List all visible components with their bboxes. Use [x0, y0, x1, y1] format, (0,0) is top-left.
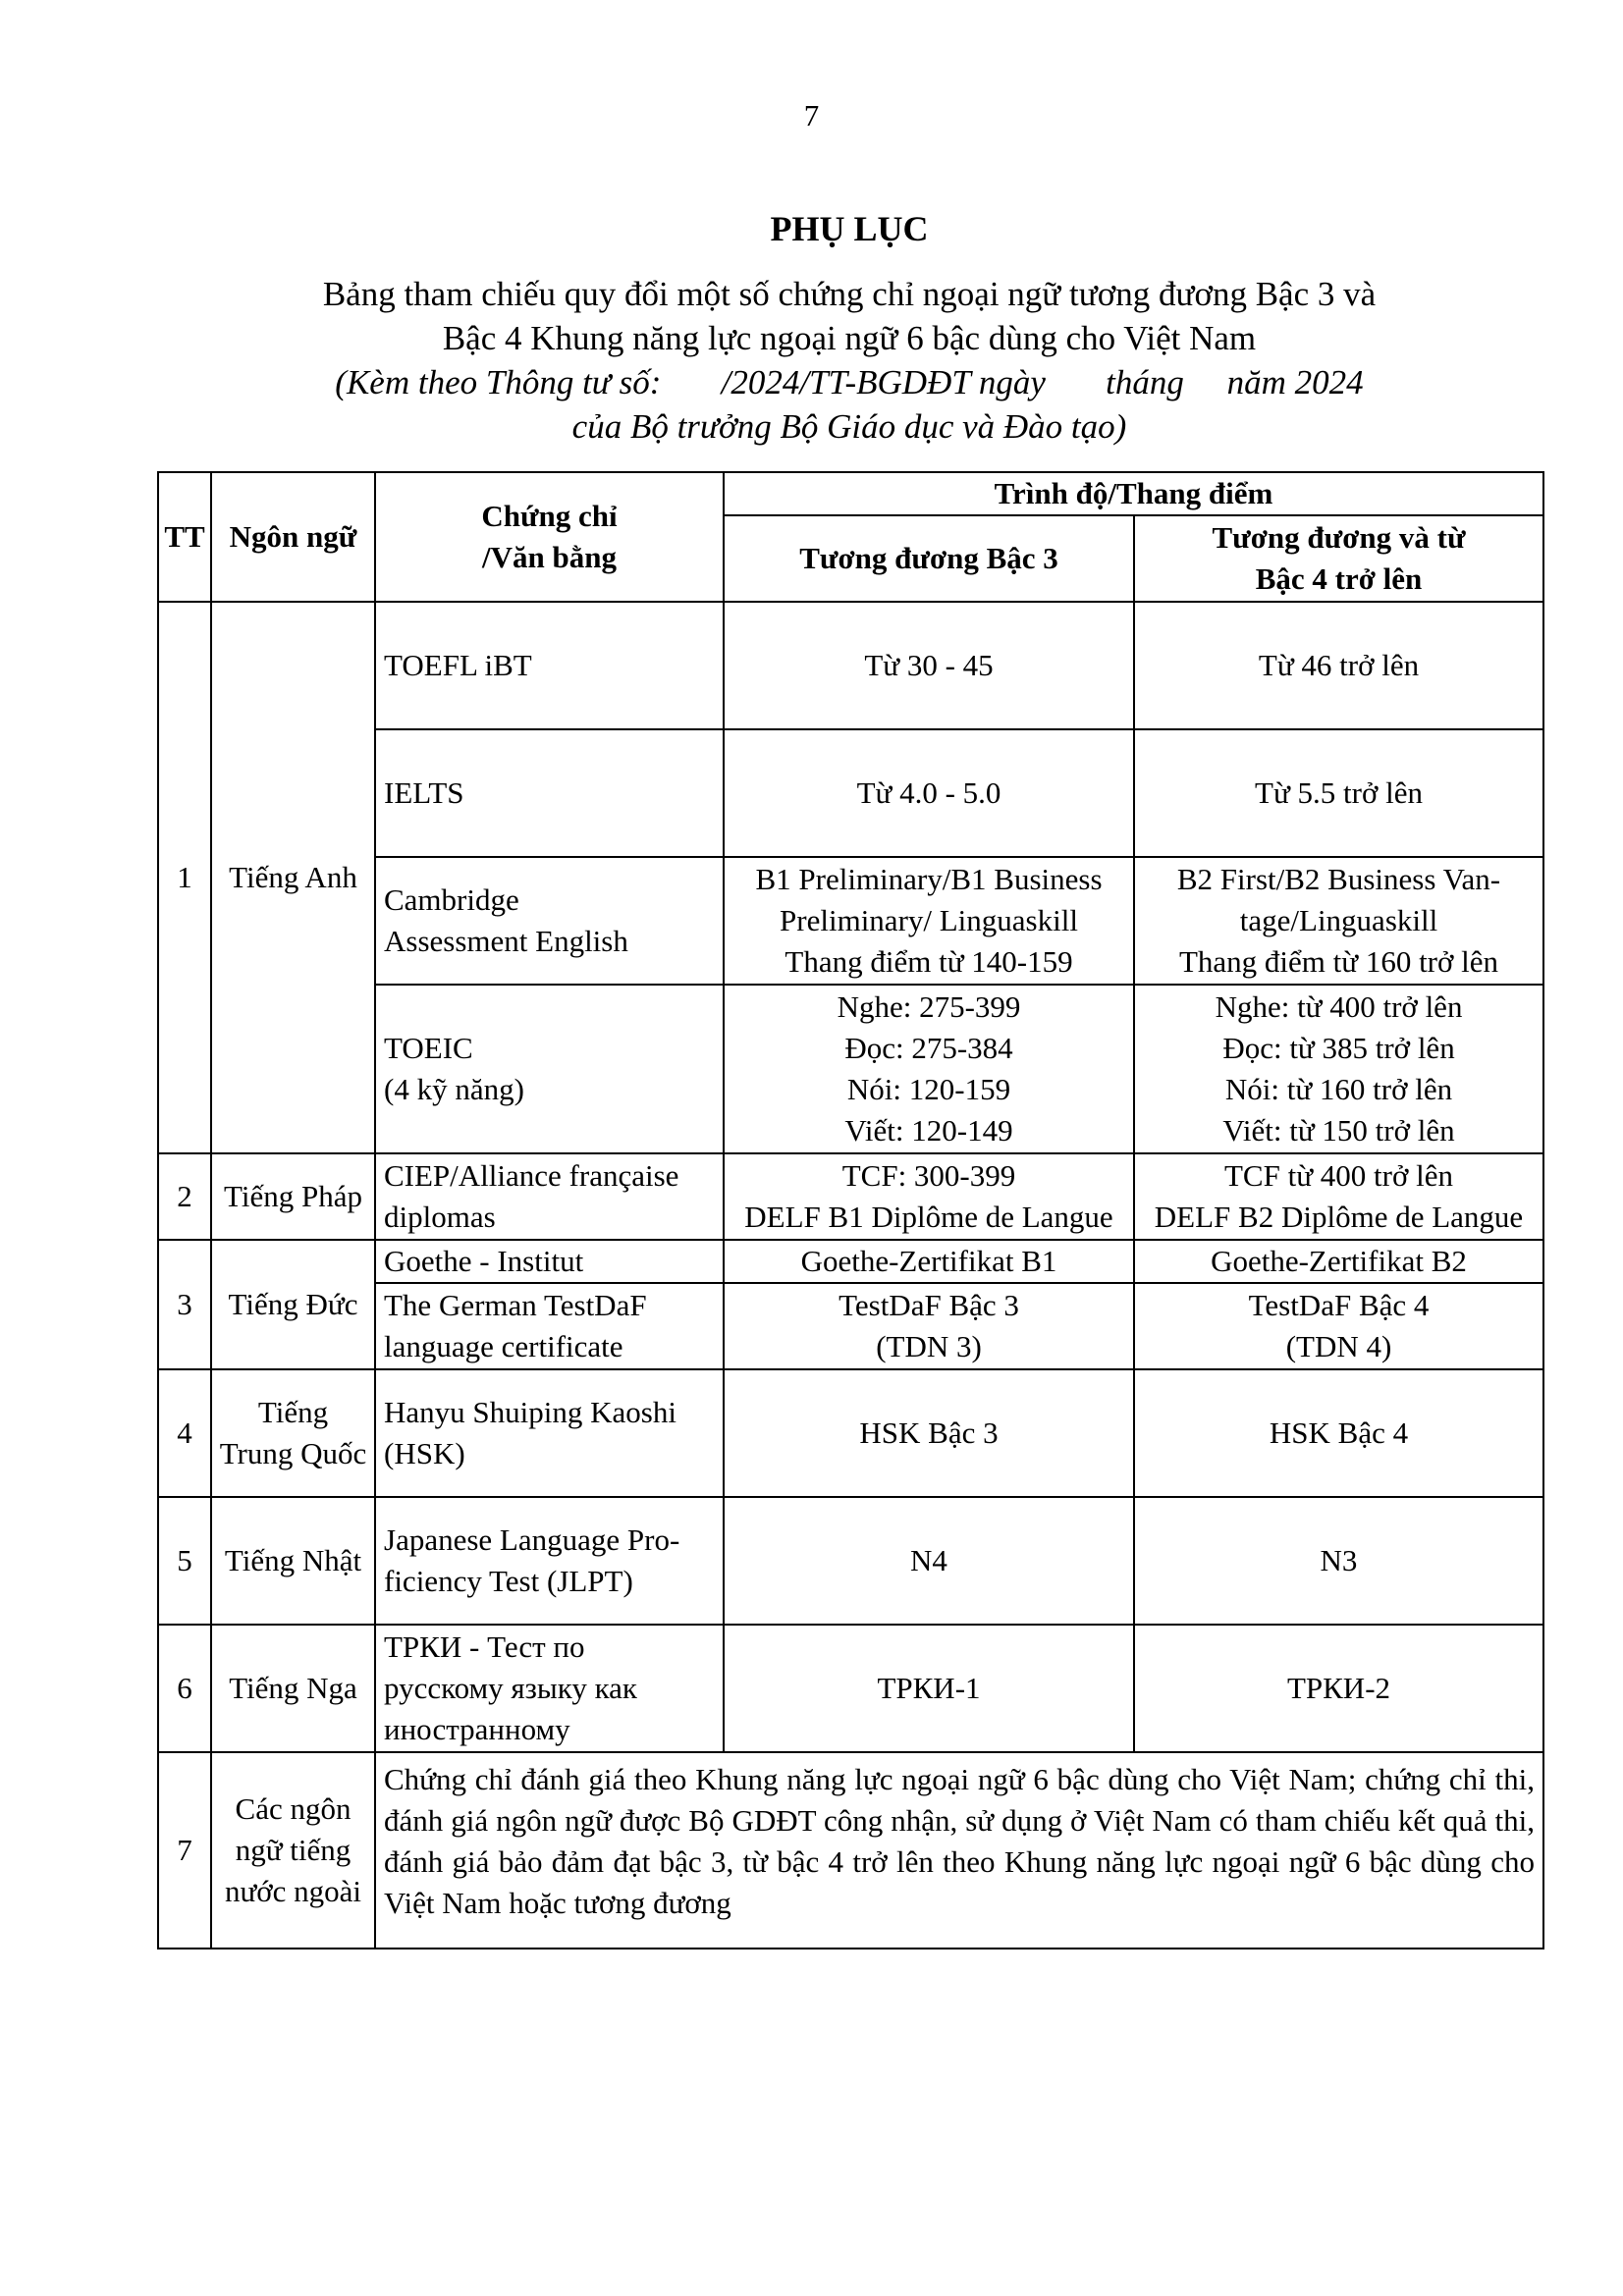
page-number: 7: [803, 98, 820, 133]
row-language: [211, 1153, 375, 1240]
level4-line: DELF B2 Diplôme de Langue: [1154, 1200, 1524, 1234]
header-level4-line: Bậc 4 trở lên: [1255, 561, 1423, 596]
row-language: [211, 1625, 375, 1752]
row-language: [211, 1369, 375, 1497]
certificate-name-line: (4 kỹ năng): [384, 1072, 524, 1106]
header-certificate-line: Chứng chỉ: [481, 499, 618, 533]
certificate-name-line: иностранному: [384, 1712, 570, 1746]
certificate-name-line: Cambridge: [384, 882, 519, 917]
level4-line: Nghe: từ 400 trở lên: [1215, 989, 1463, 1024]
level3-line: Viết: 120-149: [844, 1113, 1013, 1148]
row-tt: 1: [158, 602, 211, 1153]
header-level-group: Trình độ/Thang điểm: [724, 472, 1543, 515]
certificate-name-line: Japanese Language Pro-: [384, 1522, 680, 1557]
level4-line: Thang điểm từ 160 trở lên: [1178, 944, 1499, 979]
language-line: nước ngoài: [224, 1874, 362, 1908]
level3-line: Preliminary/ Linguaskill: [780, 903, 1078, 937]
certificate-name-line: The German TestDaF: [384, 1288, 647, 1322]
level3-line: B1 Preliminary/B1 Business: [755, 862, 1103, 896]
level3-line: TCF: 300-399: [841, 1158, 1016, 1193]
certificate-name-line: TOEIC: [384, 1031, 473, 1065]
header-level4-line: Tương đương và từ: [1212, 520, 1466, 555]
certificate-name-line: language certificate: [384, 1329, 623, 1363]
language-line: Tiếng Đức: [228, 1287, 358, 1321]
header-language: Ngôn ngữ: [211, 472, 375, 602]
table-row: [158, 1752, 1543, 1949]
level4-line: Nói: từ 160 trở lên: [1224, 1072, 1453, 1106]
level4-cell: Từ 46 trở lên: [1134, 602, 1543, 729]
level3-cell: [724, 1153, 1134, 1240]
header-certificate: [375, 472, 724, 602]
subtitle-line-2: Bậc 4 Khung năng lực ngoại ngữ 6 bậc dùng cho Việt Nam: [442, 319, 1257, 357]
level3-line: DELF B1 Diplôme de Langue: [744, 1200, 1113, 1234]
certificate-name-line: diplomas: [384, 1200, 496, 1234]
level4-line: TestDaF Bậc 4: [1248, 1288, 1430, 1322]
certificate-name-line: Assessment English: [384, 924, 628, 958]
certificate-name: [375, 1625, 724, 1752]
certificate-name: [375, 1369, 724, 1497]
certificate-name: [375, 857, 724, 985]
level4-cell: [1134, 985, 1543, 1153]
certificate-name-line: русскому языку как: [384, 1671, 637, 1705]
level3-cell: [724, 857, 1134, 985]
certificate-name: [375, 1283, 724, 1369]
certificate-name-line: ТРКИ - Тест по: [384, 1629, 585, 1664]
row-language: [211, 1497, 375, 1625]
reference-table: [157, 471, 1544, 1949]
level3-line: (TDN 3): [876, 1329, 982, 1363]
language-line: Tiếng Pháp: [224, 1179, 362, 1213]
table-row: [158, 1240, 1543, 1283]
level4-line: (TDN 4): [1285, 1329, 1392, 1363]
level3-line: Nói: 120-159: [846, 1072, 1011, 1106]
language-line: Tiếng: [257, 1395, 329, 1429]
level3-cell: [724, 1283, 1134, 1369]
level3-line: TestDaF Bậc 3: [839, 1288, 1019, 1322]
table-row: [158, 1153, 1543, 1240]
row-language: [211, 602, 375, 1153]
header-certificate-line: /Văn bằng: [482, 540, 617, 574]
row-tt: 2: [158, 1153, 211, 1240]
table-row: [158, 1497, 1543, 1625]
level4-line: TCF từ 400 trở lên: [1224, 1158, 1453, 1193]
row-language: [211, 1240, 375, 1369]
level4-line: Đọc: từ 385 trở lên: [1222, 1031, 1455, 1065]
level4-cell: N3: [1134, 1497, 1543, 1625]
level4-line: Viết: từ 150 trở lên: [1222, 1113, 1455, 1148]
row-tt: 5: [158, 1497, 211, 1625]
language-line: Tiếng Nhật: [224, 1543, 362, 1577]
language-line: Các ngôn: [235, 1791, 352, 1826]
merged-description: Chứng chỉ đánh giá theo Khung năng lực ngoại ngữ 6 bậc dùng cho Việt Nam; chứng chỉ thi, đánh giá ngôn ngữ được Bộ GDĐT công nhận, sử dụng ở Việt Nam có tham chiếu kết quả thi, đánh giá bảo đảm đạt bậc 3, từ bậc 4 trở lên theo Khung năng lực ngoại ngữ 6 bậc dùng cho Việt Nam hoặc tương đương: [375, 1752, 1543, 1949]
level4-line: B2 First/B2 Business Van-: [1176, 862, 1501, 896]
certificate-name: Goethe - Institut: [375, 1240, 724, 1283]
row-tt: 3: [158, 1240, 211, 1369]
level3-cell: ТРКИ-1: [724, 1625, 1134, 1752]
table-row: [158, 1369, 1543, 1497]
row-tt: 6: [158, 1625, 211, 1752]
language-line: Trung Quốc: [219, 1436, 367, 1470]
level4-cell: Từ 5.5 trở lên: [1134, 729, 1543, 857]
subtitle-line-4: của Bộ trưởng Bộ Giáo dục và Đào tạo): [571, 407, 1127, 446]
table-row: [158, 602, 1543, 729]
header-tt: TT: [158, 472, 211, 602]
subtitle-line-1: Bảng tham chiếu quy đổi một số chứng chỉ ngoại ngữ tương đương Bậc 3 và: [322, 275, 1377, 313]
certificate-name: [375, 1497, 724, 1625]
header-level3: Tương đương Bậc 3: [724, 515, 1134, 602]
certificate-name: IELTS: [375, 729, 724, 857]
language-line: ngữ tiếng: [235, 1833, 352, 1867]
certificate-name: TOEFL iBT: [375, 602, 724, 729]
row-tt: 7: [158, 1752, 211, 1949]
level4-cell: ТРКИ-2: [1134, 1625, 1543, 1752]
certificate-name: [375, 985, 724, 1153]
page-title: PHỤ LỤC: [770, 209, 929, 248]
level4-cell: [1134, 1153, 1543, 1240]
certificate-name: [375, 1153, 724, 1240]
level4-cell: [1134, 1283, 1543, 1369]
language-line: Tiếng Anh: [229, 860, 357, 894]
level3-cell: Từ 30 - 45: [724, 602, 1134, 729]
subtitle-line-3: (Kèm theo Thông tư số: /2024/TT-BGDĐT ngày tháng năm 2024: [335, 363, 1364, 401]
language-line: Tiếng Nga: [229, 1671, 357, 1705]
level4-cell: Goethe-Zertifikat B2: [1134, 1240, 1543, 1283]
certificate-name-line: (HSK): [384, 1436, 465, 1470]
level3-cell: HSK Bậc 3: [724, 1369, 1134, 1497]
level3-cell: Goethe-Zertifikat B1: [724, 1240, 1134, 1283]
level3-cell: [724, 985, 1134, 1153]
row-tt: 4: [158, 1369, 211, 1497]
certificate-name-line: Hanyu Shuiping Kaoshi: [384, 1395, 676, 1429]
level4-line: tage/Linguaskill: [1239, 903, 1438, 937]
level3-cell: Từ 4.0 - 5.0: [724, 729, 1134, 857]
level4-cell: [1134, 857, 1543, 985]
level4-cell: HSK Bậc 4: [1134, 1369, 1543, 1497]
header-level4: [1134, 515, 1543, 602]
level3-line: Thang điểm từ 140-159: [784, 944, 1073, 979]
table-row: [158, 1625, 1543, 1752]
certificate-name-line: ficiency Test (JLPT): [384, 1564, 633, 1598]
level3-line: Nghe: 275-399: [837, 989, 1021, 1024]
certificate-name-line: CIEP/Alliance française: [384, 1158, 679, 1193]
level3-cell: N4: [724, 1497, 1134, 1625]
level3-line: Đọc: 275-384: [844, 1031, 1013, 1065]
row-language: [211, 1752, 375, 1949]
